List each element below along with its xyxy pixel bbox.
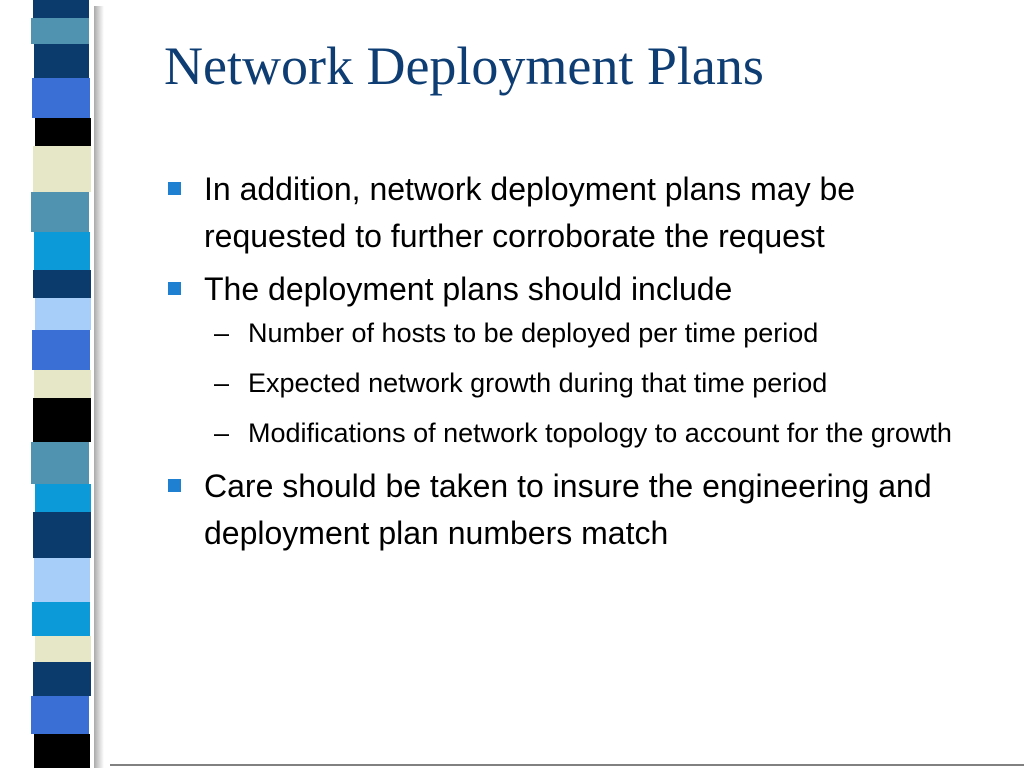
bullet-item xyxy=(164,463,994,557)
decorative-stripe xyxy=(35,298,91,330)
square-bullet-icon xyxy=(168,479,181,492)
decorative-stripe xyxy=(32,330,90,370)
decorative-stripe xyxy=(31,192,89,232)
dash-marker: – xyxy=(214,418,230,448)
square-bullet-icon xyxy=(168,182,181,195)
decorative-stripe xyxy=(34,232,90,270)
decorative-stripe xyxy=(33,398,91,442)
sub-bullet-item xyxy=(164,313,994,353)
decorative-stripe xyxy=(34,734,90,768)
bottom-rule xyxy=(110,764,1024,766)
dash-marker: – xyxy=(214,318,230,348)
decorative-stripe xyxy=(31,442,89,484)
decorative-stripe xyxy=(33,146,91,192)
bullet-text: Care should be taken to insure the engineering and deployment plan numbers match xyxy=(204,468,932,551)
sub-bullet-text: Modifications of network topology to account for the growth xyxy=(248,418,952,448)
decorative-stripe xyxy=(34,370,91,398)
bullet-item xyxy=(164,266,994,313)
bullet-list xyxy=(164,166,994,563)
decorative-stripe xyxy=(33,0,89,18)
decorative-stripe xyxy=(34,44,89,78)
sub-bullet-item xyxy=(164,413,994,453)
bullet-text: In addition, network deployment plans may be requested to further corroborate the request xyxy=(204,171,856,254)
decorative-stripe xyxy=(35,636,91,662)
decorative-stripe xyxy=(31,18,89,44)
decorative-stripe xyxy=(33,512,91,558)
dash-marker: – xyxy=(214,368,230,398)
decorative-stripe xyxy=(33,270,91,298)
stripe-bar-shadow xyxy=(94,6,104,768)
bullet-text: The deployment plans should include xyxy=(204,271,733,307)
decorative-stripe xyxy=(32,78,90,118)
sub-bullet-text: Expected network growth during that time period xyxy=(248,368,828,398)
decorative-stripe xyxy=(34,558,90,602)
decorative-stripe xyxy=(35,484,91,512)
slide-title: Network Deployment Plans xyxy=(164,36,764,96)
decorative-stripe xyxy=(35,118,91,146)
sub-bullet-item xyxy=(164,363,994,403)
decorative-stripe xyxy=(33,662,91,696)
square-bullet-icon xyxy=(168,282,181,295)
bullet-item xyxy=(164,166,994,260)
sub-bullet-text: Number of hosts to be deployed per time period xyxy=(248,318,819,348)
decorative-stripe xyxy=(31,696,89,734)
decorative-stripe xyxy=(32,602,90,636)
